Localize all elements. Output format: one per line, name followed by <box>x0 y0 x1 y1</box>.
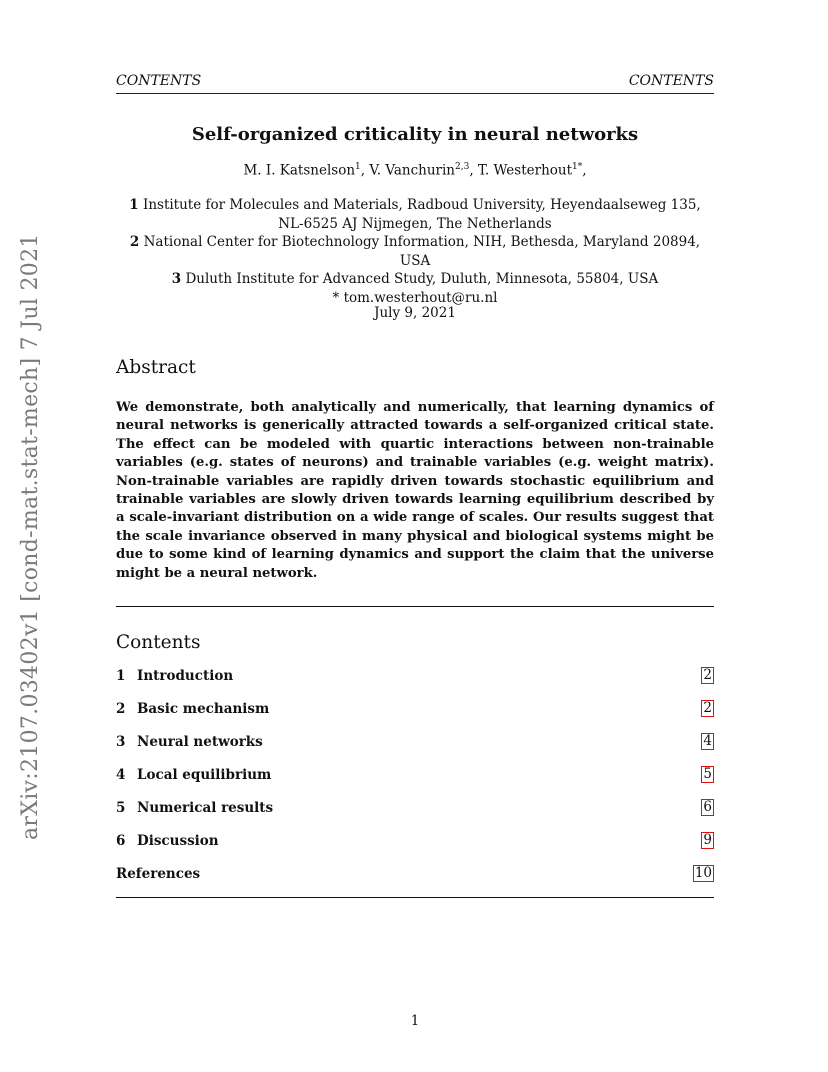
affiliation-num: 1 <box>129 197 139 213</box>
table-of-contents <box>116 668 714 899</box>
arxiv-stamp <box>18 233 58 840</box>
toc-label[interactable]: Introduction <box>137 668 234 684</box>
toc-label[interactable]: Basic mechanism <box>137 701 270 717</box>
toc-item-numerical-results[interactable] <box>116 800 714 833</box>
author-name: V. Vanchurin <box>369 162 455 179</box>
toc-label[interactable]: References <box>116 866 201 882</box>
affiliations <box>116 196 714 307</box>
paper-date: July 9, 2021 <box>374 305 456 321</box>
affiliation <box>116 196 714 233</box>
contents-heading: Contents <box>116 632 201 653</box>
toc-page-link[interactable]: 9 <box>703 832 712 848</box>
affiliation-text: Duluth Institute for Advanced Study, Duluth, Minnesota, 55804, USA <box>185 271 659 287</box>
divider-top <box>116 606 714 607</box>
affiliation-text: Institute for Molecules and Materials, Radboud University, Heyendaalseweg 135, NL-6525 AJ Nijmegen, The Netherlands <box>142 197 701 232</box>
toc-number: 1 <box>116 668 126 684</box>
toc-number: 4 <box>116 767 126 783</box>
toc-number: 6 <box>116 833 126 849</box>
page-number: 1 <box>410 1013 420 1029</box>
toc-page-link[interactable]: 2 <box>703 667 712 683</box>
toc-page-link[interactable]: 2 <box>703 700 712 716</box>
author-sup: 2,3 <box>454 162 470 172</box>
toc-label[interactable]: Local equilibrium <box>137 767 272 783</box>
toc-item-basic-mechanism[interactable] <box>116 701 714 734</box>
toc-number: 3 <box>116 734 126 750</box>
toc-item-discussion[interactable] <box>116 833 714 866</box>
divider-bottom <box>116 897 714 898</box>
affiliation <box>116 233 714 270</box>
affiliation-text: National Center for Biotechnology Information, NIH, Bethesda, Maryland 20894, USA <box>143 234 701 269</box>
header-right: CONTENTS <box>628 73 714 89</box>
affiliation-num: 3 <box>171 271 182 287</box>
header-left: CONTENTS <box>116 73 202 89</box>
toc-label[interactable]: Neural networks <box>137 734 263 750</box>
author-sup: 1* <box>572 162 583 172</box>
toc-item-neural-networks[interactable] <box>116 734 714 767</box>
abstract-text: We demonstrate, both analytically and numerically, that learning dynamics of neural networks is generically attracted towards a self-organized critical state. The effect can be modeled with quartic interactions between non-trainable variables (e.g. states of neurons) and trainable variables (e.g. weight matrix). Non-trainable variables are rapidly driven towards stochastic equilibrium and trainable variables are slowly driven towards learning equilibrium described by a scale-invariant distribution on a wide range of scales. Our results suggest that the scale invariance observed in many physical and biological systems might be due to some kind of learning dynamics and support the claim that the universe might be a neural network. <box>116 400 714 581</box>
toc-page-link[interactable]: 10 <box>694 865 712 881</box>
arxiv-stamp-text: arXiv:2107.03402v1 [cond-mat.stat-mech] 7 Jul 2021 <box>18 233 43 840</box>
toc-label[interactable]: Discussion <box>137 833 219 849</box>
author-list: M. I. Katsnelson$^1$, V. Vanchurin$^{2,3}$, T. Westerhout$^{1*}$, <box>243 162 587 179</box>
abstract-heading: Abstract <box>116 357 196 378</box>
running-header <box>116 73 714 94</box>
toc-item-introduction[interactable] <box>116 668 714 701</box>
paper-title: Self-organized criticality in neural networks <box>191 124 639 145</box>
author-name: T. Westerhout <box>477 162 573 179</box>
toc-number: 2 <box>116 701 126 717</box>
toc-item-local-equilibrium[interactable] <box>116 767 714 800</box>
affiliation <box>116 270 714 289</box>
toc-number: 5 <box>116 800 126 816</box>
author-sup: 1 <box>355 162 361 172</box>
toc-page-link[interactable]: 5 <box>703 766 712 782</box>
toc-item-references[interactable] <box>116 866 714 899</box>
toc-page-link[interactable]: 4 <box>703 733 712 749</box>
affiliation-num: 2 <box>129 234 140 250</box>
author-name: M. I. Katsnelson <box>243 162 356 179</box>
corresponding-email[interactable]: * tom.westerhout@ru.nl <box>332 289 498 306</box>
toc-label[interactable]: Numerical results <box>137 800 274 816</box>
toc-page-link[interactable]: 6 <box>703 799 712 815</box>
